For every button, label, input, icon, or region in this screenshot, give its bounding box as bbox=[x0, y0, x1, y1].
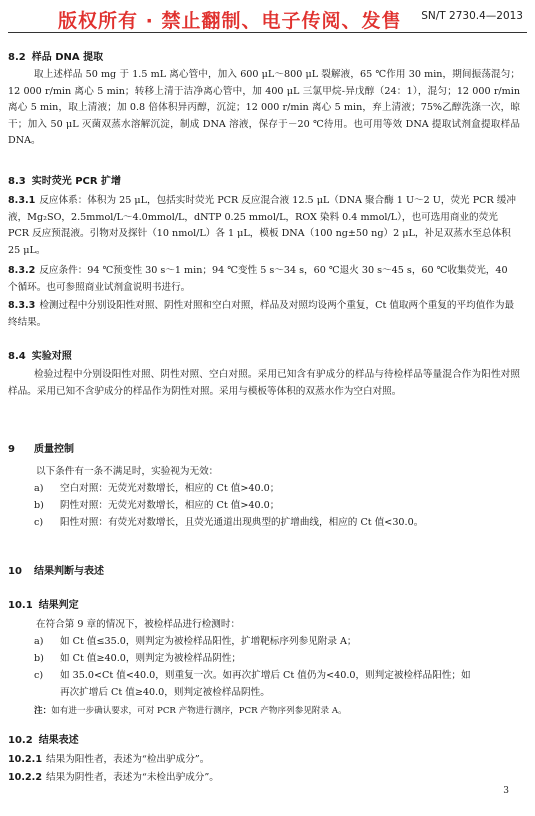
item-number: 8.3.3 bbox=[8, 300, 36, 311]
item-8-3-1 bbox=[8, 193, 520, 259]
result-item-c bbox=[34, 668, 471, 685]
heading-number: 10.2 bbox=[8, 735, 33, 746]
heading-number: 8.2 bbox=[8, 52, 26, 63]
heading-title: 实验对照 bbox=[31, 351, 72, 362]
standard-code: SN/T 2730.4—2013 bbox=[421, 10, 523, 22]
result-item-b bbox=[34, 651, 241, 668]
item-8-3-3 bbox=[8, 298, 520, 331]
item-number: 10.2.1 bbox=[8, 754, 42, 765]
heading-number: 10.1 bbox=[8, 600, 33, 611]
item-marker: c) bbox=[34, 517, 44, 528]
result-judgement-intro: 在符合第 9 章的情况下，被检样品进行检测时： bbox=[36, 619, 241, 630]
item-8-3-2 bbox=[8, 263, 520, 296]
heading-8-3 bbox=[8, 172, 121, 187]
paragraph-8-4: 检验过程中分别设阳性对照、阴性对照、空白对照。采用已知含有驴成分的样品与待检样品等量混合作为阳性对照样品。采用已知不含驴成分的样品作为阴性对照。采用与模板等体积的双蒸水作为空白对照。 bbox=[8, 369, 520, 397]
item-marker: b) bbox=[34, 500, 44, 511]
item-10-2-1 bbox=[8, 752, 520, 769]
item-text: 反应体系：体积为 25 μL，包括实时荧光 PCR 反应混合液 12.5 μL（DNA 聚合酶 1 U～2 U，荧光 PCR 缓冲液，Mg₂SO，2.5mmol/L～4.0mmol/L，dNTP 0.25 mmol/L，ROX 染料 0.4 mmol/L），也可选用商业的荧光 PCR 反应预混液。引物对及探针（10 nmol/L）各 1 μL，模板 DNA（100 ng±50 ng）2 μL，补足双蒸水至总体积 25 μL。 bbox=[8, 195, 516, 256]
heading-8-2 bbox=[8, 48, 103, 63]
item-number: 8.3.2 bbox=[8, 265, 36, 276]
quality-control-item-a bbox=[34, 481, 279, 498]
item-marker: c) bbox=[34, 670, 44, 681]
item-number: 8.3.1 bbox=[8, 195, 36, 206]
heading-number: 8.4 bbox=[8, 351, 26, 362]
heading-number: 8.3 bbox=[8, 176, 26, 187]
page-number: 3 bbox=[503, 786, 509, 796]
heading-title: 质量控制 bbox=[34, 444, 74, 455]
item-10-2-2 bbox=[8, 770, 520, 787]
quality-control-intro: 以下条件有一条不满足时，实验视为无效： bbox=[36, 466, 219, 477]
item-text: 如 Ct 值≥40.0，则判定为被检样品阴性； bbox=[60, 653, 242, 664]
heading-8-4 bbox=[8, 347, 72, 362]
item-marker: a) bbox=[34, 636, 44, 647]
item-number: 10.2.2 bbox=[8, 772, 42, 783]
item-text: 空白对照：无荧光对数增长，相应的 Ct 值>40.0； bbox=[60, 483, 280, 494]
item-text: 检测过程中分别设阳性对照、阴性对照和空白对照，样品及对照均设两个重复，Ct 值取两个重复的平均值作为最终结果。 bbox=[8, 300, 515, 328]
note-label: 注： bbox=[34, 706, 52, 716]
heading-number: 10 bbox=[8, 566, 22, 577]
item-marker: a) bbox=[34, 483, 44, 494]
item-marker: b) bbox=[34, 653, 44, 664]
result-item-a bbox=[34, 634, 357, 651]
heading-title: 结果判定 bbox=[38, 600, 79, 611]
heading-number: 9 bbox=[8, 444, 15, 455]
heading-10-2 bbox=[8, 731, 79, 746]
item-text: 如 35.0<Ct 值<40.0，则重复一次。如再次扩增后 Ct 值仍为<40.0，则判定被检样品阳性；如 bbox=[60, 670, 471, 681]
heading-10 bbox=[8, 562, 104, 577]
heading-9 bbox=[8, 440, 74, 455]
heading-title: 结果判断与表述 bbox=[34, 566, 104, 577]
heading-10-1 bbox=[8, 596, 79, 611]
item-text: 阳性对照：有荧光对数增长，且荧光通道出现典型的扩增曲线，相应的 Ct 值<30.0。 bbox=[60, 517, 424, 528]
heading-title: 实时荧光 PCR 扩增 bbox=[31, 176, 122, 187]
item-text: 结果为阳性者，表述为“检出驴成分”。 bbox=[46, 754, 210, 765]
result-item-c-continued: 再次扩增后 Ct 值≥40.0，则判定被检样品阴性。 bbox=[60, 687, 270, 698]
quality-control-item-b bbox=[34, 498, 279, 515]
item-text: 反应条件：94 ℃预变性 30 s～1 min；94 ℃变性 5 s～34 s，60 ℃退火 30 s～45 s，60 ℃收集荧光，40 个循环。也可参照商业试剂盒说明书进行。 bbox=[8, 265, 508, 293]
heading-title: 样品 DNA 提取 bbox=[31, 52, 104, 63]
result-note bbox=[34, 704, 347, 718]
item-text: 如 Ct 值≤35.0，则判定为被检样品阳性，扩增靶标序列参见附录 A； bbox=[60, 636, 357, 647]
item-text: 结果为阴性者，表述为“未检出驴成分”。 bbox=[46, 772, 219, 783]
note-text: 如有进一步确认要求，可对 PCR 产物进行测序，PCR 产物序列参见附录 A。 bbox=[51, 706, 347, 716]
quality-control-item-c bbox=[34, 515, 423, 532]
header-divider bbox=[8, 32, 527, 33]
copyright-watermark: 版权所有 · 禁止翻制、电子传阅、发售 bbox=[58, 10, 402, 32]
heading-title: 结果表述 bbox=[38, 735, 79, 746]
paragraph-8-2: 取上述样品 50 mg 于 1.5 mL 离心管中，加入 600 μL～800 μL 裂解液，65 ℃作用 30 min，期间振荡混匀；12 000 r/min 离心 5 min；转移上清于洁净离心管中，加 400 μL 三氯甲烷-异戊醇（24：1），混匀；12 000 r/min 离心 5 min，取上清液；加 0.8 倍体积异丙醇，沉淀；12 000 r/min 离心 5 min，弃上清液；75%乙醇洗涤一次，晾干；加入 50 μL 灭菌双蒸水溶解沉淀，制成 DNA 溶液，保存于－20 ℃待用。也可用等效 DNA 提取试剂盒提取样品 DNA。 bbox=[8, 69, 520, 146]
item-text: 阴性对照：无荧光对数增长，相应的 Ct 值>40.0； bbox=[60, 500, 280, 511]
